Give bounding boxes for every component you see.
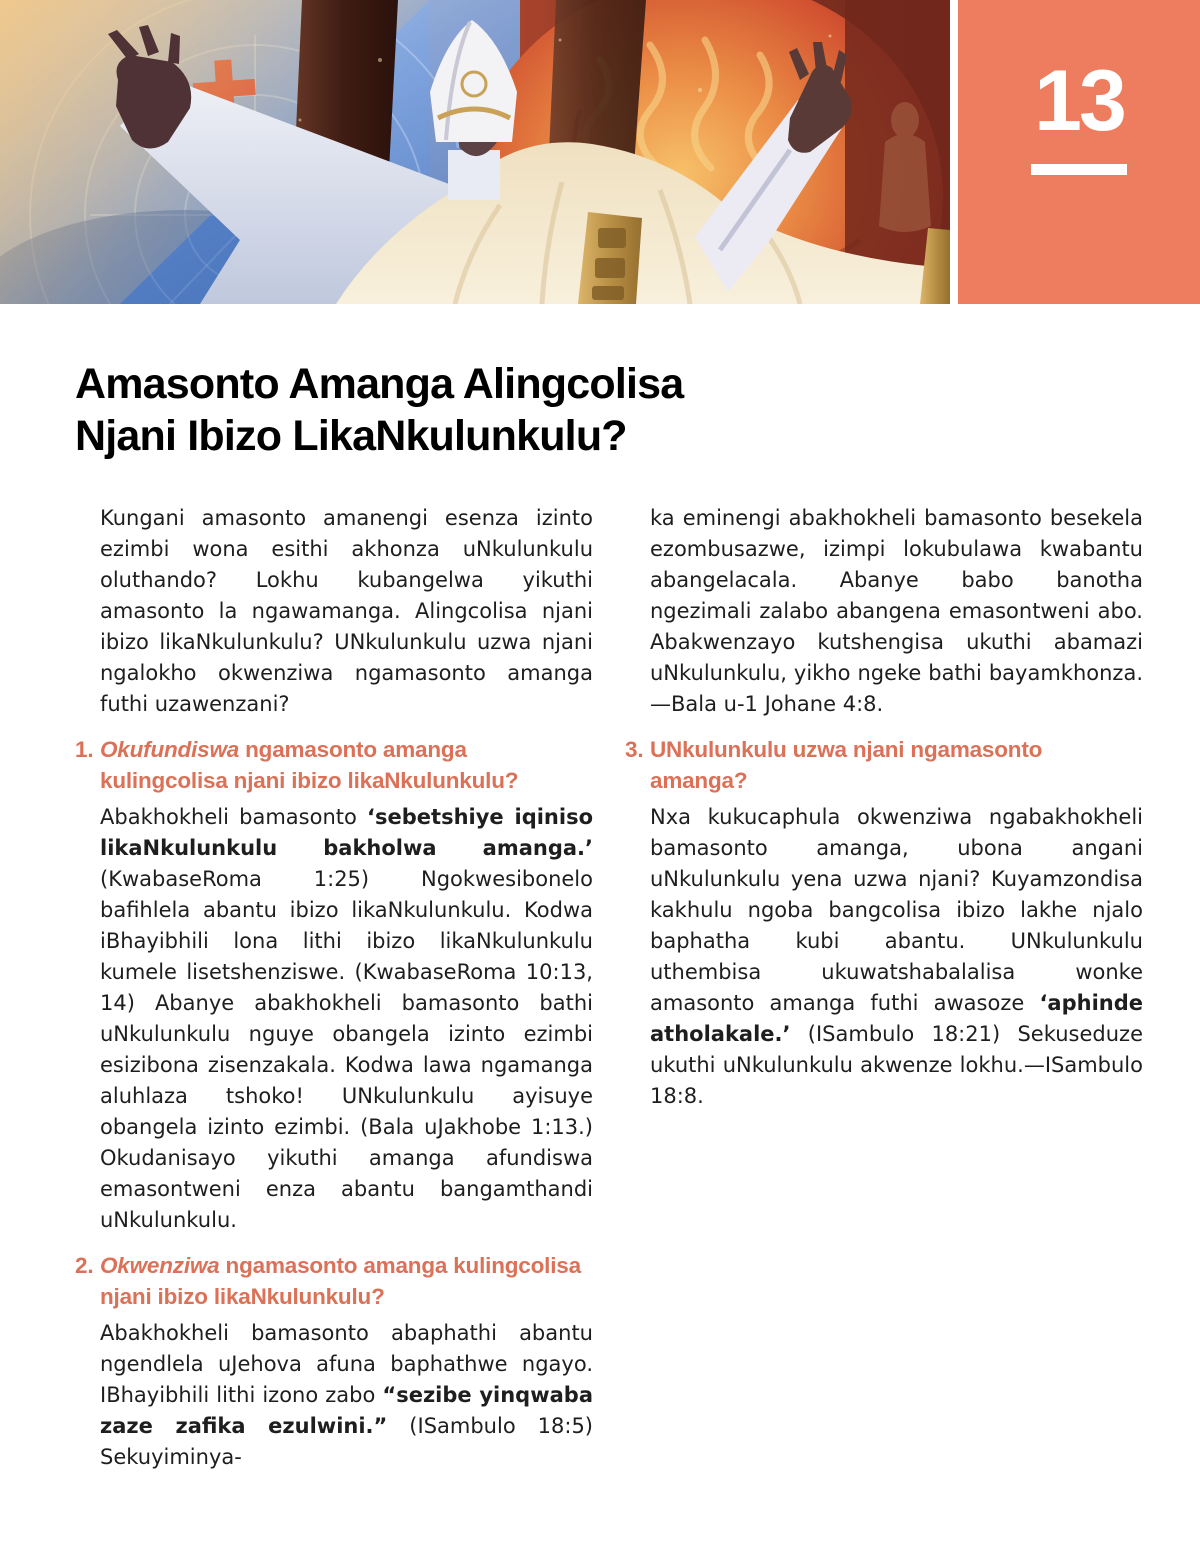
text-columns bbox=[75, 503, 1143, 1473]
intro-paragraph: Kungani amasonto amanengi esenza izinto ezimbi wona esithi akhonza uNkulunkulu oluthando? Lokhu kubangelwa yikuthi amasonto la ngawamanga. Alingcolisa njani ibizo likaNkulunkulu? UNkulunkulu uzwa njani ngalokho okwenziwa ngamasonto amanga futhi uzawenzani? bbox=[100, 506, 593, 716]
section-2 bbox=[75, 1250, 593, 1473]
page-title bbox=[75, 358, 1143, 462]
hero-divider bbox=[950, 0, 958, 304]
column-right bbox=[625, 503, 1143, 1473]
article bbox=[0, 358, 1200, 1473]
section-3-question: UNkulunkulu uzwa njani ngamasonto amanga? bbox=[650, 737, 1043, 793]
section-2-question: Okwenziwa ngamasonto amanga kulingcolisa njani ibizo likaNkulunkulu? bbox=[100, 1253, 581, 1309]
chapter-number: 13 bbox=[1034, 53, 1124, 149]
section-2-body: Abakhokheli bamasonto abaphathi abantu ngendlela uJehova afuna baphathwe ngayo. IBhayibhili lithi izono zabo “sezibe yinqwaba zaze zafika ezulwini.” (ISambulo 18:5) Sekuyiminya- bbox=[100, 1321, 593, 1469]
section-1-question: Okufundiswa ngamasonto amanga kulingcolisa njani ibizo likaNkulunkulu? bbox=[100, 737, 519, 793]
column-left bbox=[75, 503, 593, 1473]
chapter-underline bbox=[1031, 164, 1127, 175]
page-title-line2: Njani Ibizo LikaNkulunkulu? bbox=[75, 412, 627, 460]
hero-banner bbox=[0, 0, 1200, 304]
hero-image bbox=[0, 0, 950, 304]
section-1-body: Abakhokheli bamasonto ‘sebetshiye iqiniso likaNkulunkulu bakholwa amanga.’ (KwabaseRoma 1:25) Ngokwesibonelo bafihlela abantu ibizo likaNkulunkulu. Kodwa iBhayibhili lona lithi ibizo likaNkulunkulu kumele lisetshenziswe. (KwabaseRoma 10:13, 14) Abanye abakhokheli bamasonto bathi uNkulunkulu nguye obangela izinto ezimbi esizibona zisenzakala. Kodwa lawa ngamanga aluhlaza tshoko! UNkulunkulu ayisuye obangela izinto ezimbi. (Bala uJakhobe 1:13.) Okudanisayo yikuthi amanga afundiswa emasontweni enza abantu bangamthandi uNkulunkulu. bbox=[100, 805, 593, 1232]
section-1 bbox=[75, 734, 593, 1236]
section-2-number: 2. bbox=[75, 1253, 94, 1278]
section-2-heading bbox=[75, 1250, 593, 1312]
chapter-box bbox=[958, 0, 1200, 304]
section-3-heading bbox=[625, 734, 1143, 796]
page-title-line1: Amasonto Amanga Alingcolisa bbox=[75, 360, 684, 408]
section-1-heading bbox=[75, 734, 593, 796]
section-3-number: 3. bbox=[625, 737, 644, 762]
continuation-paragraph: ka eminengi abakhokheli bamasonto besekela ezombusazwe, izimpi lokubulawa kwabantu abangelacala. Abanye babo banotha ngezimali zalabo abangena emasontweni abo. Abakwenzayo kutshengisa ukuthi abamazi uNkulunkulu, yikho ngeke bathi bayamkhonza.—Bala u-1 Johane 4:8. bbox=[650, 506, 1143, 716]
section-3-body: Nxa kukucaphula okwenziwa ngabakhokheli bamasonto amanga, ubona angani uNkulunkulu yena uzwa njani? Kuyamzondisa kakhulu ngoba bangcolisa ibizo lakhe njalo baphatha kubi abantu. UNkulunkulu uthembisa ukuwatshabalalisa wonke amasonto amanga futhi awasoze ‘aphinde atholakale.’ (ISambulo 18:21) Sekuseduze ukuthi uNkulunkulu akwenze lokhu.—ISambulo 18:8. bbox=[650, 805, 1143, 1108]
section-3 bbox=[625, 734, 1143, 1112]
section-1-number: 1. bbox=[75, 737, 94, 762]
